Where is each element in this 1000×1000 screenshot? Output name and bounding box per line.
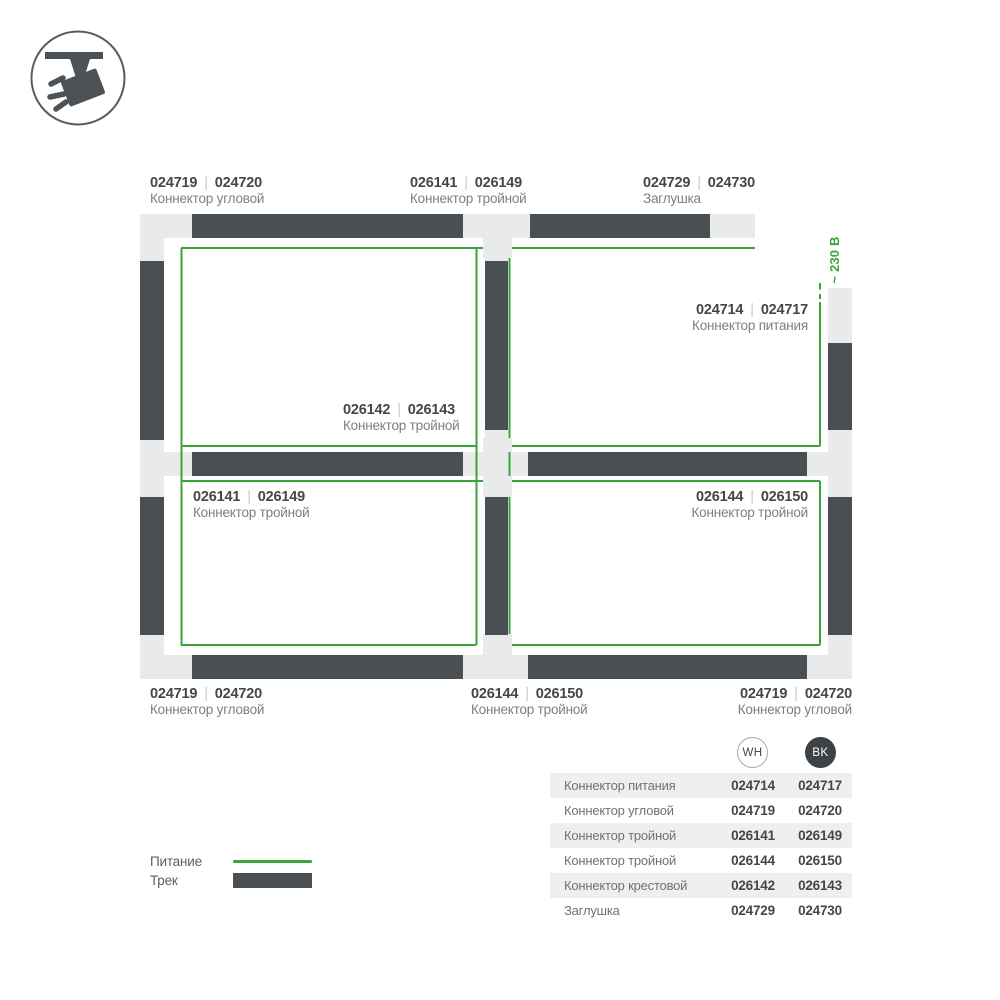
legend bbox=[150, 852, 312, 890]
color-badge-black: BK bbox=[805, 737, 836, 768]
junction-tab-top bbox=[483, 238, 512, 258]
code-separator: | bbox=[247, 489, 251, 505]
table-row bbox=[550, 773, 852, 798]
table-row bbox=[550, 848, 852, 873]
track-bar-swatch bbox=[233, 873, 312, 888]
legend-label: Питание bbox=[150, 853, 202, 869]
wh-code-cell: 026142 bbox=[731, 878, 775, 893]
part-label-bottom-triple-connector bbox=[471, 686, 588, 718]
part-label-top-triple-connector bbox=[410, 175, 527, 207]
bk-code-cell: 026143 bbox=[798, 878, 842, 893]
track-segment bbox=[828, 343, 852, 430]
wh-code-cell: 026141 bbox=[731, 828, 775, 843]
junction-tab-cross-up bbox=[483, 438, 512, 452]
part-name: Заглушка bbox=[643, 191, 701, 206]
code-separator: | bbox=[525, 686, 529, 702]
bk-code-cell: 024717 bbox=[798, 778, 842, 793]
part-name: Коннектор тройной bbox=[471, 702, 588, 717]
part-label-power-connector bbox=[692, 302, 808, 334]
part-label-center-connector bbox=[343, 402, 460, 434]
part-name-cell: Коннектор тройной bbox=[564, 828, 677, 843]
part-name-cell: Коннектор угловой bbox=[564, 803, 674, 818]
part-label-mid-right-triple-connector bbox=[692, 489, 809, 521]
part-name-cell: Коннектор питания bbox=[564, 778, 676, 793]
legend-label: Трек bbox=[150, 872, 178, 888]
code-separator: | bbox=[697, 175, 701, 191]
part-codes: 026144 | 026150 bbox=[471, 686, 583, 702]
part-codes: 024729 | 024730 bbox=[643, 175, 755, 191]
part-codes: 026141 | 026149 bbox=[410, 175, 522, 191]
part-name: Коннектор питания bbox=[692, 318, 808, 333]
track-segment bbox=[528, 452, 807, 476]
parts-table-header bbox=[550, 736, 852, 773]
code-separator: | bbox=[750, 302, 754, 318]
junction-tab-bottom bbox=[483, 634, 512, 655]
code-separator: | bbox=[204, 686, 208, 702]
table-row bbox=[550, 873, 852, 898]
legend-item-track bbox=[150, 871, 312, 889]
legend-item-power bbox=[150, 852, 312, 870]
track-segment bbox=[485, 497, 508, 635]
bk-code-cell: 026150 bbox=[798, 853, 842, 868]
track-segment bbox=[192, 452, 463, 476]
part-name: Коннектор угловой bbox=[150, 191, 265, 206]
code-separator: | bbox=[794, 686, 798, 702]
part-name: Коннектор угловой bbox=[737, 702, 852, 717]
part-name: Коннектор тройной bbox=[343, 418, 460, 433]
part-name-cell: Коннектор крестовой bbox=[564, 878, 688, 893]
part-codes: 024714 | 024717 bbox=[696, 302, 808, 318]
part-name: Коннектор угловой bbox=[150, 702, 265, 717]
code-separator: | bbox=[750, 489, 754, 505]
part-codes: 026144 | 026150 bbox=[696, 489, 808, 505]
color-badge-white: WH bbox=[737, 737, 768, 768]
part-name-cell: Заглушка bbox=[564, 903, 620, 918]
part-codes: 024719 | 024720 bbox=[740, 686, 852, 702]
track-segment bbox=[828, 497, 852, 635]
part-codes: 026141 | 026149 bbox=[193, 489, 305, 505]
table-row bbox=[550, 798, 852, 823]
track-spotlight-icon bbox=[20, 20, 136, 136]
part-codes: 026142 | 026143 bbox=[343, 402, 455, 418]
bk-code-cell: 024730 bbox=[798, 903, 842, 918]
part-label-mid-left-triple-connector bbox=[193, 489, 310, 521]
part-label-end-cap bbox=[643, 175, 755, 207]
bk-code-cell: 026149 bbox=[798, 828, 842, 843]
voltage-label: ~ 230 В bbox=[827, 236, 842, 284]
power-line-swatch bbox=[233, 860, 312, 863]
table-row bbox=[550, 823, 852, 848]
wh-code-cell: 024729 bbox=[731, 903, 775, 918]
junction-tab-cross-down bbox=[483, 476, 512, 497]
bk-code-cell: 024720 bbox=[798, 803, 842, 818]
part-codes: 024719 | 024720 bbox=[150, 686, 262, 702]
track-segment bbox=[485, 261, 508, 430]
table-row bbox=[550, 898, 852, 923]
code-separator: | bbox=[397, 402, 401, 418]
track-segment bbox=[530, 214, 710, 238]
wh-code-cell: 024714 bbox=[731, 778, 775, 793]
track-segment bbox=[192, 655, 463, 679]
code-separator: | bbox=[464, 175, 468, 191]
wh-code-cell: 026144 bbox=[731, 853, 775, 868]
track-segment bbox=[192, 214, 463, 238]
part-label-top-left-corner-connector bbox=[150, 175, 264, 207]
part-name-cell: Коннектор тройной bbox=[564, 853, 677, 868]
code-separator: | bbox=[204, 175, 208, 191]
track-segment bbox=[140, 261, 164, 440]
part-codes: 024719 | 024720 bbox=[150, 175, 262, 191]
track-segment bbox=[140, 497, 164, 635]
part-name: Коннектор тройной bbox=[193, 505, 310, 520]
part-label-bottom-right-corner-connector bbox=[738, 686, 852, 718]
parts-table bbox=[550, 736, 852, 923]
part-name: Коннектор тройной bbox=[691, 505, 808, 520]
part-label-bottom-left-corner-connector bbox=[150, 686, 264, 718]
track-segment bbox=[528, 655, 807, 679]
part-name: Коннектор тройной bbox=[410, 191, 527, 206]
wh-code-cell: 024719 bbox=[731, 803, 775, 818]
